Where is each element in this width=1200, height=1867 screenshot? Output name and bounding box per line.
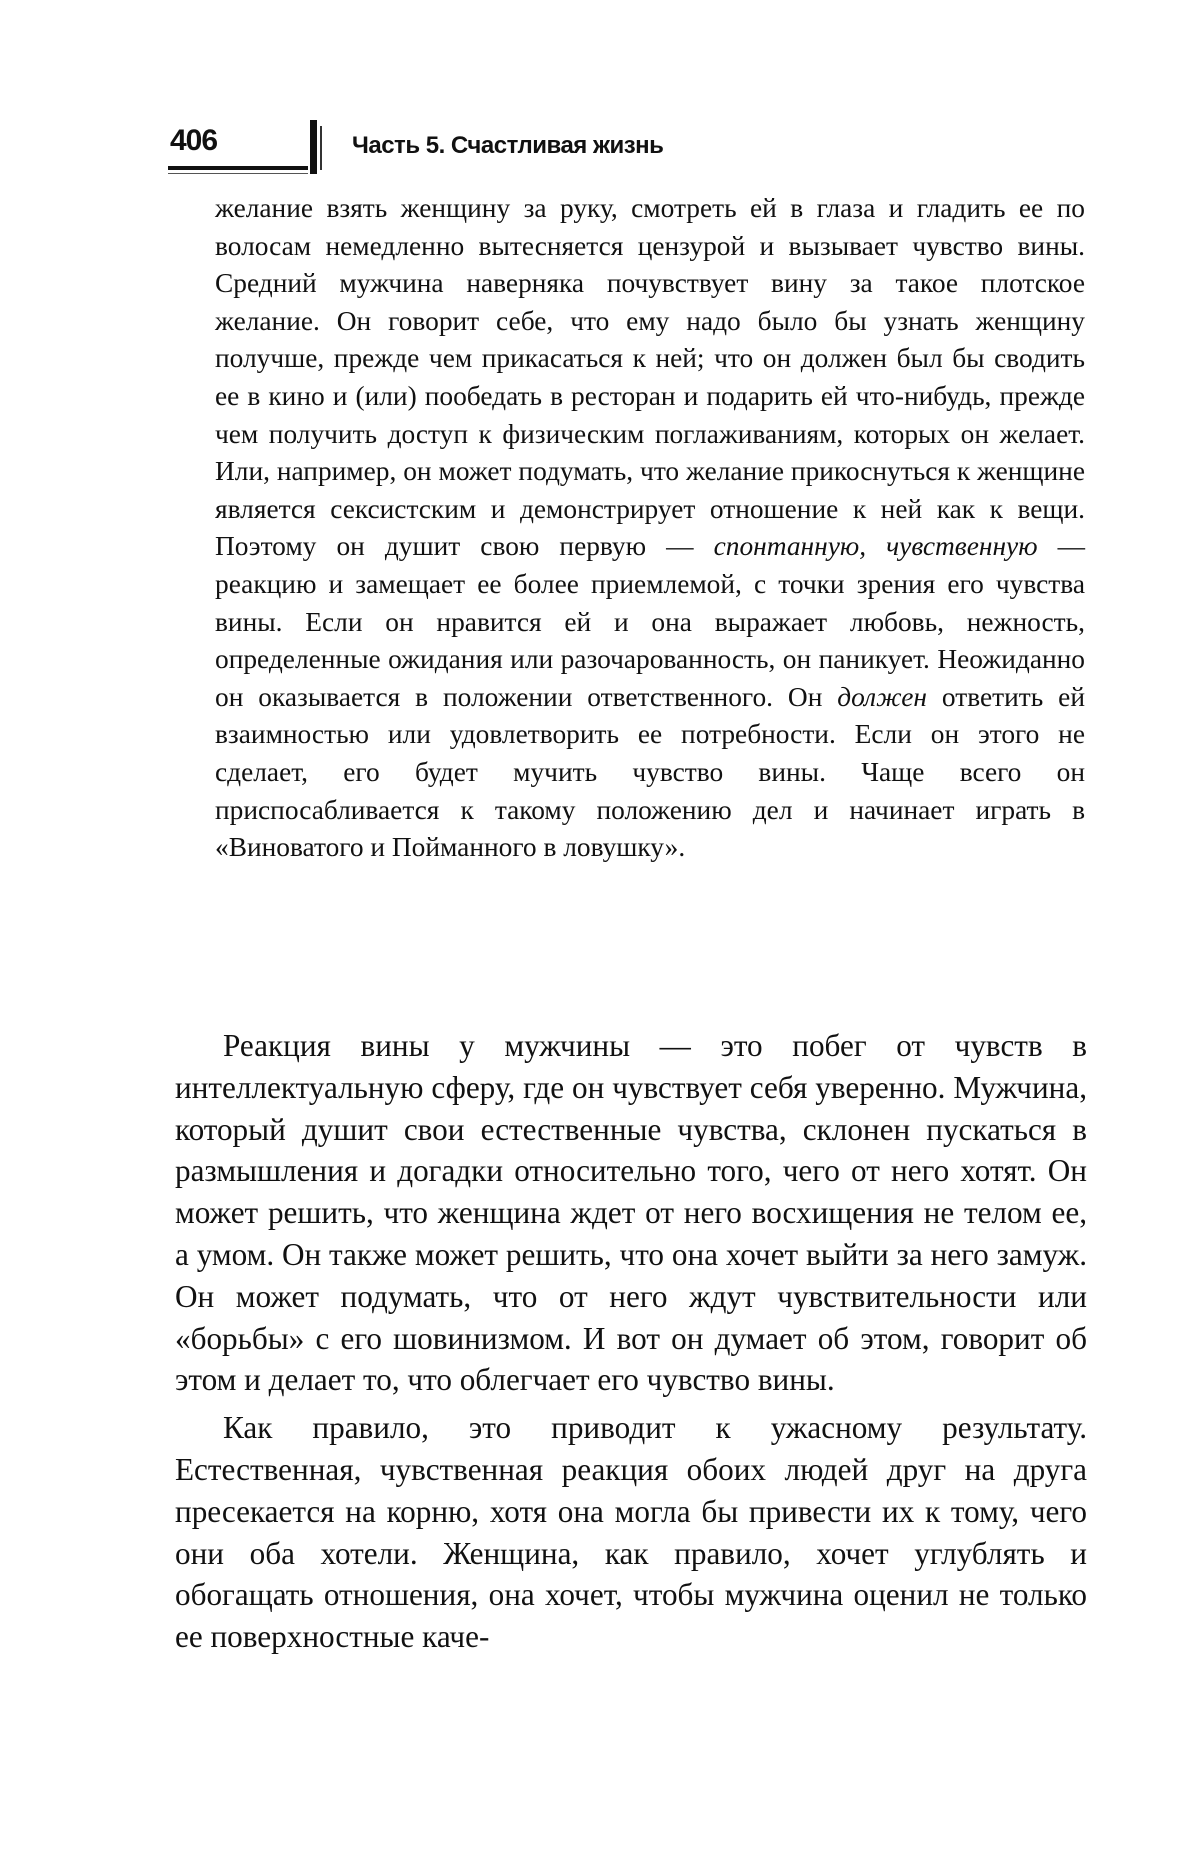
page-number-underline: [168, 166, 308, 170]
running-title: Часть 5. Счастливая жизнь: [352, 132, 664, 159]
quote-text-part3: ответить ей взаимностью или удовлетворить ее потребности. Если он этого не сделает, его будет мучить чувство вины. Чаще всего он приспосабливается к такому положению дел и начинает играть в «Виноватого и Пойманного в ловушку».: [215, 681, 1085, 863]
quote-italic-spontaneous: спонтанную, чувственную: [713, 531, 1038, 562]
header-divider-bar-thin: [320, 126, 322, 170]
body-paragraph-guilt-reaction: Реакция вины у мужчины — это побег от чувств в интеллектуальную сферу, где он чувствует себя уверенно. Мужчина, который душит свои естественные чувства, склонен пускаться в размышления и догадки относительно того, чего от него хотят. Он может решить, что женщина ждет от него восхищения не телом ее, а умом. Он также может решить, что она хочет выйти за него замуж. Он может подумать, что от него ждут чувствительности или «борьбы» с его шовинизмом. И вот он думает об этом, говорит об этом и делает то, что облегчает его чувство вины.: [175, 1028, 1087, 1398]
body-paragraph-result: Как правило, это приводит к ужасному результату. Естественная, чувственная реакция обоих людей друг на друга пресекается на корню, хотя она могла бы привести их к тому, чего они оба хотели. Женщина, как правило, хочет углублять и обогащать отношения, она хочет, чтобы мужчина оценил не только ее поверхностные каче-: [175, 1410, 1087, 1655]
main-text: [175, 1025, 1087, 1658]
quoted-paragraph: [215, 190, 1085, 867]
page-number: 406: [170, 124, 218, 157]
page-header: [170, 118, 1070, 178]
quote-text-part2: — реакцию и замещает ее более приемлемой, с точки зрения его чувства вины. Если он нравится ей и она выражает любовь, нежность, определенные ожидания или разочарованность, он паникует. Неожиданно он оказывается в положении ответственного. Он: [215, 531, 1085, 712]
quote-italic-must: должен: [837, 681, 927, 712]
header-divider-bar: [310, 120, 317, 174]
quoted-passage: [215, 190, 1085, 867]
quote-text-part1: желание взять женщину за руку, смотреть ей в глаза и гладить ее по волосам немедленно вытесняется цензурой и вызывает чувство вины. Средний мужчина наверняка почувствует вину за такое плотское желание. Он говорит себе, что ему надо было бы узнать женщину получше, прежде чем прикасаться к ней; что он должен был бы сводить ее в кино и (или) пообедать в ресторан и подарить ей что-нибудь, прежде чем получить доступ к физическим поглаживаниям, которых он желает. Или, например, он может подумать, что желание прикоснуться к женщине является сексистским и демонстрирует отношение к ней как к вещи. Поэтому он душит свою первую —: [215, 193, 1085, 562]
page-number-underline-thin: [168, 173, 308, 174]
